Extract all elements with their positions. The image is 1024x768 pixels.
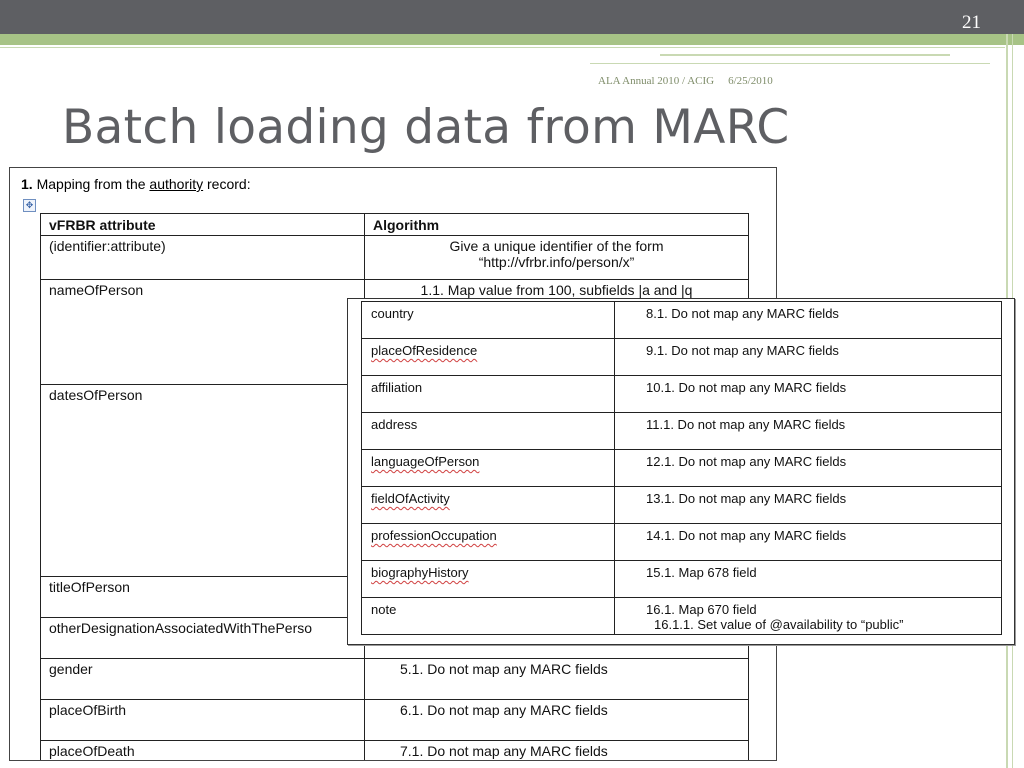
heading-number: 1. (21, 176, 33, 192)
algorithm-cell: 12.1. Do not map any MARC fields (615, 450, 1002, 487)
table-row (41, 659, 749, 700)
column-header-algorithm: Algorithm (365, 214, 749, 236)
attribute-cell (362, 487, 615, 524)
heading-authority-link: authority (149, 176, 204, 192)
heading-text-end: record: (207, 176, 251, 192)
algorithm-line: 16.1. Map 670 field (646, 602, 757, 617)
attribute-cell: address (362, 413, 615, 450)
decor-line (590, 63, 990, 64)
attribute-cell (362, 339, 615, 376)
decor-line (0, 47, 1005, 48)
decor-line (660, 54, 950, 56)
algorithm-subline: 16.1.1. Set value of @availability to “public” (654, 617, 904, 632)
algorithm-cell: 9.1. Do not map any MARC fields (615, 339, 1002, 376)
attribute-cell (362, 450, 615, 487)
algorithm-line: Give a unique identifier of the form (449, 238, 664, 254)
table-row (362, 302, 1002, 339)
accent-band (0, 34, 1024, 45)
table-row (41, 236, 749, 280)
algorithm-cell: 1.1. Map value from 100, subfields |a and |q (365, 280, 749, 385)
table-row (362, 376, 1002, 413)
mapping-table-continued (361, 301, 1002, 635)
footer-event: ALA Annual 2010 / ACIG (598, 75, 715, 87)
attribute-cell: (identifier:attribute) (41, 236, 365, 280)
algorithm-cell: 13.1. Do not map any MARC fields (615, 487, 1002, 524)
attribute-cell: titleOfPerson (41, 577, 365, 618)
algorithm-cell: 10.1. Do not map any MARC fields (615, 376, 1002, 413)
attribute-text: professionOccupation (371, 528, 497, 543)
algorithm-cell (615, 598, 1002, 635)
algorithm-cell: 6.1. Do not map any MARC fields (365, 700, 749, 741)
algorithm-cell: 5.1. Do not map any MARC fields (365, 659, 749, 700)
top-bar (0, 0, 1024, 34)
attribute-cell (362, 524, 615, 561)
algorithm-cell: 15.1. Map 678 field (615, 561, 1002, 598)
attribute-text: languageOfPerson (371, 454, 480, 469)
algorithm-cell: 8.1. Do not map any MARC fields (615, 302, 1002, 339)
attribute-cell: note (362, 598, 615, 635)
attribute-cell: gender (41, 659, 365, 700)
attribute-cell: otherDesignationAssociatedWithThePerso (41, 618, 365, 659)
attribute-cell: placeOfDeath (41, 741, 365, 762)
table-row (362, 339, 1002, 376)
attribute-cell (362, 561, 615, 598)
column-header-attribute: vFRBR attribute (41, 214, 365, 236)
footer-date: 6/25/2010 (728, 75, 773, 87)
table-row (41, 741, 749, 762)
attribute-cell: affiliation (362, 376, 615, 413)
table-row (362, 524, 1002, 561)
table-header-row (41, 214, 749, 236)
attribute-cell: datesOfPerson (41, 385, 365, 577)
algorithm-line: “http://vfrbr.info/person/x” (478, 254, 635, 270)
attribute-cell: country (362, 302, 615, 339)
table-row (362, 450, 1002, 487)
algorithm-cell: 14.1. Do not map any MARC fields (615, 524, 1002, 561)
algorithm-cell (365, 236, 749, 280)
slide-title: Batch loading data from MARC (62, 100, 790, 155)
table-row (362, 598, 1002, 635)
attribute-text: placeOfResidence (371, 343, 478, 358)
table-row (362, 487, 1002, 524)
slide-footer (598, 75, 773, 87)
document-heading (21, 176, 251, 192)
table-row (362, 561, 1002, 598)
attribute-cell: nameOfPerson (41, 280, 365, 385)
move-anchor-icon[interactable]: ✥ (23, 199, 36, 212)
heading-text: Mapping from the (36, 176, 146, 192)
slide-number: 21 (962, 12, 981, 33)
overlay-mapping-document (347, 298, 1015, 645)
algorithm-cell: 7.1. Do not map any MARC fields (365, 741, 749, 762)
table-row (41, 700, 749, 741)
table-row (362, 413, 1002, 450)
attribute-cell: placeOfBirth (41, 700, 365, 741)
attribute-text: fieldOfActivity (371, 491, 450, 506)
algorithm-cell: 11.1. Do not map any MARC fields (615, 413, 1002, 450)
attribute-text: biographyHistory (371, 565, 469, 580)
